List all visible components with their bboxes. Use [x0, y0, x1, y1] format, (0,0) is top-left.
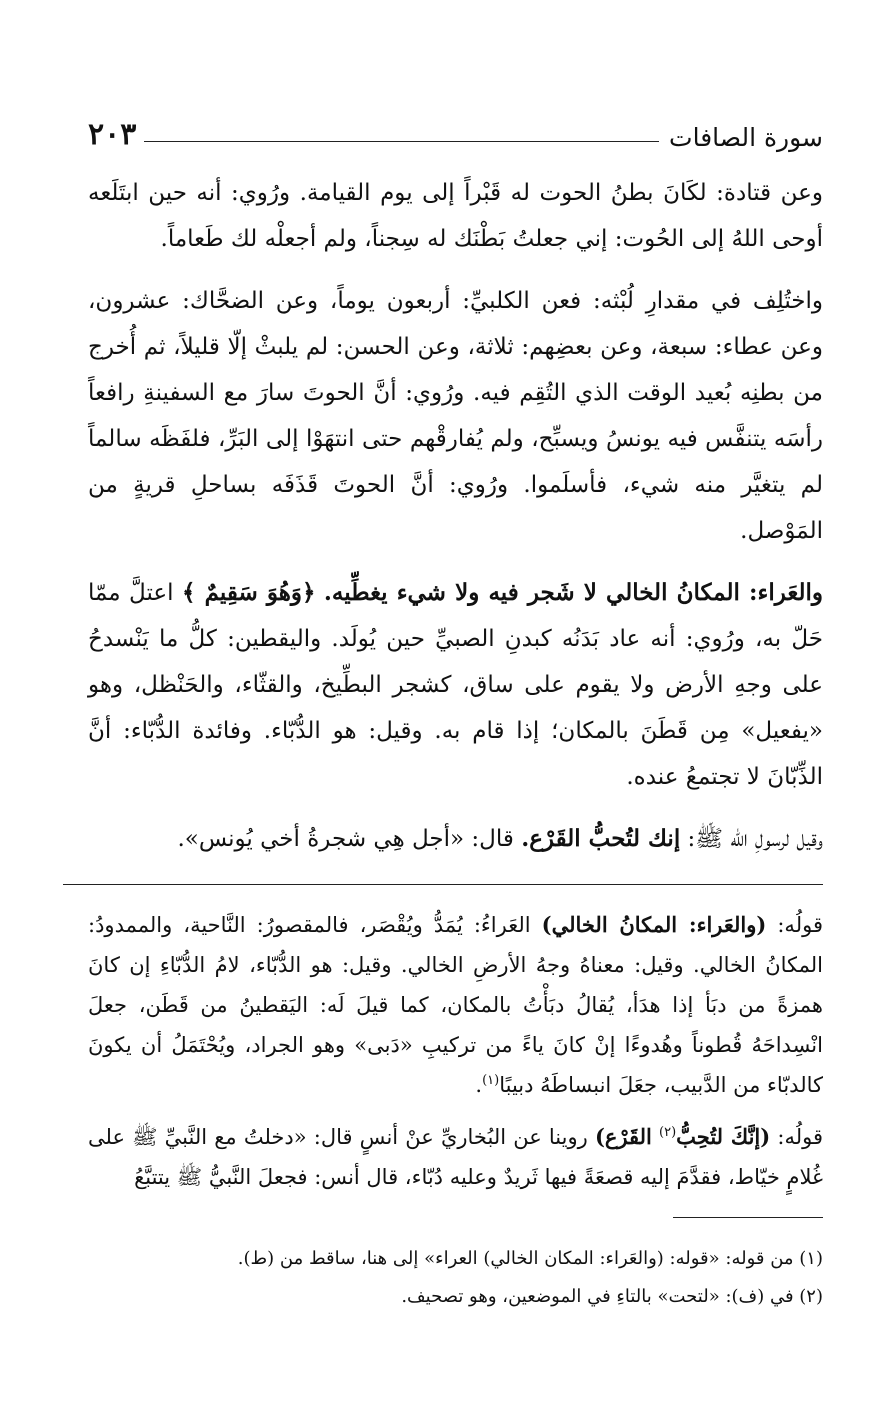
- surah-title: سورة الصافات: [669, 123, 823, 152]
- commentary: [88, 905, 823, 1197]
- commentary-divider: [63, 884, 823, 885]
- commentary-quote: (إنَّكَ لتُحِبُّ: [676, 1124, 771, 1149]
- quran-verse: ﴿وَهُوَ سَقِيمٌ ﴾: [181, 579, 316, 606]
- header-rule: [144, 141, 659, 142]
- footnote-divider: [673, 1217, 823, 1218]
- footnote-ref: (٢): [659, 1125, 677, 1140]
- commentary-lead: قولُه:: [777, 913, 823, 937]
- footnote: (١) من قوله: «قوله: (والعَراء: المكان الخالي) العراء» إلى هنا، ساقط من (ط).: [237, 1248, 823, 1269]
- hadith-quote: إنك لتُحبُّ القَرْع.: [521, 825, 681, 852]
- paragraph-lead: وقيل لرسولِ الله ﷺ:: [687, 826, 823, 852]
- main-paragraph: [88, 816, 823, 862]
- commentary-body: روينا عن البُخاريِّ عنْ أنسٍ قال: «دخلتُ مع النَّبيِّ ﷺ على غُلامٍ خيّاط، فقدَّمَ إليه قصعَةً فيها ثَريدٌ وعليه دُبّاء، قال أنس: فجعلَ النَّبيُّ ﷺ يتتبَّعُ: [88, 1125, 823, 1189]
- main-paragraph: [88, 570, 823, 800]
- book-page: [88, 100, 823, 1378]
- commentary-lead: قولُه:: [777, 1125, 823, 1149]
- commentary-quote: القَرْع): [594, 1124, 652, 1149]
- paragraph-body: اعتلَّ ممّا حَلّ به، ورُوي: أنه عاد بَدَنُه كبدنِ الصبيِّ حين يُولَد. واليقطين: كلُّ ما يَنْسدحُ على وجهِ الأرض ولا يقوم على ساق، كشجر البطِّيخ، والقثّاء، والحَنْظل، وهو «يفعيل» مِن قَطَنَ بالمكان؛ إذا قام به. وقيل: هو الدُّبّاء. وفائدة الدُّبّاء: أنَّ الذِّبّانَ لا تجتمعُ عنده.: [88, 580, 823, 790]
- running-header: [88, 100, 823, 152]
- page-number: ٢٠٣: [88, 117, 137, 152]
- commentary-end: .: [475, 1073, 483, 1097]
- main-paragraph: وعن قتادة: لكَانَ بطنُ الحوت له قَبْراً إلى يوم القيامة. ورُوي: أنه حين ابتَلَعه أوحى اللهُ إلى الحُوت: إني جعلتُ بَطْنَك له سِجناً، ولم أجعلْه لك طَعاماً.: [88, 180, 823, 252]
- commentary-quote: (والعَراء: المكانُ الخالي): [541, 912, 767, 937]
- footnote-ref: (١): [482, 1073, 500, 1088]
- footnotes: [88, 1240, 823, 1316]
- footnote: (٢) في (ف): «لتحت» بالتاءِ في الموضعين، وهو تصحيف.: [401, 1286, 823, 1307]
- commentary-paragraph: [88, 905, 823, 1105]
- main-text: [88, 170, 823, 862]
- commentary-paragraph: [88, 1117, 823, 1197]
- paragraph-lead: والعَراء: المكانُ الخالي لا شَجر فيه ولا شيء يغطِّيه.: [323, 579, 823, 606]
- paragraph-body: قال: «أجل هِي شجرةُ أخي يُونس».: [177, 826, 514, 852]
- main-paragraph: واختُلِف في مقدارِ لُبْثه: فعن الكلبيِّ: أربعون يوماً، وعن الضحَّاك: عشرون، وعن عطاء: سبعة، وعن بعضِهم: ثلاثة، وعن الحسن: لم يلبثْ إلّا قليلاً، ثم أُخرج من بطنِه بُعيد الوقت الذي التُقِم فيه. ورُوي: أنَّ الحوتَ سارَ مع السفينةِ رافعاً رأسَه يتنفَّس فيه يونسُ ويسبِّح، ولم يُفارقْهم حتى انتهَوْا إلى البَرِّ، فلفَظَه سالماً لم يتغيَّر منه شيء، فأسلَموا. ورُوي: أنَّ الحوتَ قَذَفَه بساحلِ قريةٍ من المَوْصل.: [88, 288, 823, 544]
- commentary-body: العَراءُ: يُمَدُّ ويُقْصَر، فالمقصورُ: النَّاحية، والممدودُ: المكانُ الخالي. وقيل: معناهُ وجهُ الأرضِ الخالي. وقيل: هو الدُّبّاء، لامُ الدُّبّاءِ إن كانَ همزةً من دبَأ إذا هدَأ، يُقالُ دبَأْتُ بالمكان، كما قيلَ لَه: اليَقطينُ من قَطَن، جعلَ انْسِداحَهُ قُطوناً وهُدوءًا إنْ كانَ ياءً من تركيبِ «دَبى» وهو الجراد، ويُحْتَمَلُ أن يكونَ كالدبّاء من الدَّبيب، جعَلَ انبساطَهُ دبيبًا: [88, 913, 823, 1097]
